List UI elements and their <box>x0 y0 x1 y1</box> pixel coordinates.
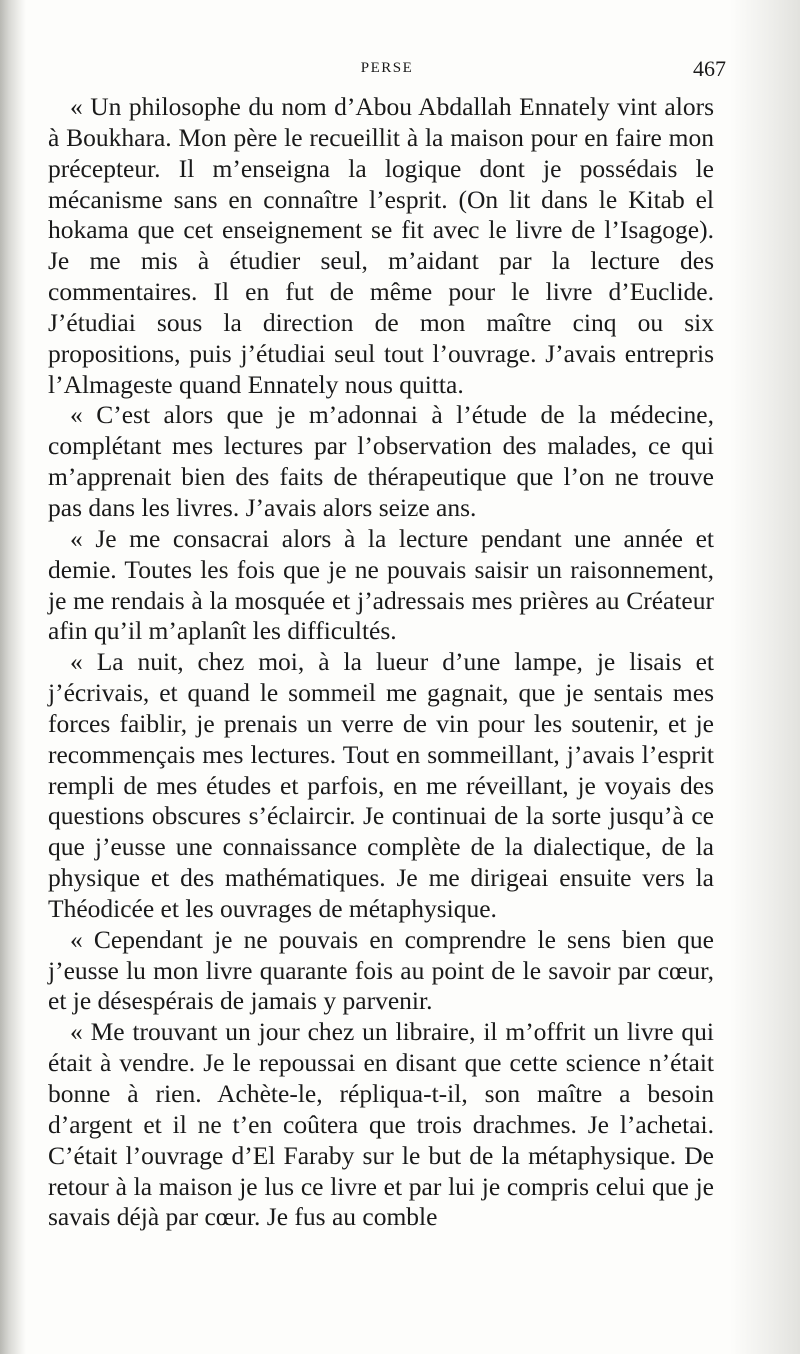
paragraph-text: « Cependant je ne pouvais en comprendre le sens bien que j’eusse lu mon livre quarante fois au point de le savoir par cœur, et je désespérais de jamais y parvenir. <box>48 924 714 1016</box>
paragraph-text: « Un philosophe du nom d’Abou Abdallah Ennately vint alors à Boukhara. Mon père le recueillit à la maison pour en faire mon précepteur. Il m’enseigna la logique dont je possédais le mécanisme sans en connaître l’esprit. (On lit dans le Kitab el hokama que cet enseignement se fit avec le livre de l’Isagoge). Je me mis à étudier seul, m’aidant par la lecture des commentaires. Il en fut de même pour le livre d’Euclide. J’étudiai sous la direction de mon maître cinq ou six propositions, puis j’étudiai seul tout l’ouvrage. J’avais entrepris l’Almageste quand Ennately nous quitta. <box>48 92 714 399</box>
paragraph <box>48 1017 714 1233</box>
page-edge-shadow <box>730 0 800 1354</box>
paragraph-text: « Je me consacrai alors à la lecture pendant une année et demie. Toutes les fois que je ne pouvais saisir un raisonnement, je me rendais à la mosquée et j’adressais mes prières au Créateur afin qu’il m’aplanît les difficultés. <box>48 523 714 646</box>
gutter-shadow <box>0 0 26 1354</box>
paragraph <box>48 925 714 1018</box>
paragraph <box>48 524 714 647</box>
paragraph <box>48 400 714 523</box>
paragraph <box>48 647 714 925</box>
page-number: 467 <box>693 56 726 81</box>
page-header <box>48 58 726 84</box>
paragraph <box>48 92 714 400</box>
body-text <box>48 92 714 1233</box>
running-head: PERSE <box>360 60 414 76</box>
paragraph-text: « Me trouvant un jour chez un libraire, il m’offrit un livre qui était à vendre. Je le repoussai en disant que cette science n’était bonne à rien. Achète-le, répliqua-t-il, son maître a besoin d’argent et il ne t’en coûtera que trois drachmes. Je l’achetai. C’était l’ouvrage d’El Faraby sur le but de la métaphysique. De retour à la maison je lus ce livre et par lui je compris celui que je savais déjà par cœur. Je fus au comble <box>48 1017 714 1232</box>
paragraph-text: « C’est alors que je m’adonnai à l’étude de la médecine, complétant mes lectures par l’observation des malades, ce qui m’apprenait bien des faits de thérapeutique que l’on ne trouve pas dans les livres. J’avais alors seize ans. <box>48 400 714 522</box>
paragraph-text: « La nuit, chez moi, à la lueur d’une lampe, je lisais et j’écrivais, et quand le sommeil me gagnait, que je sentais mes forces faiblir, je prenais un verre de vin pour les soutenir, et je recommençais mes lectures. Tout en sommeillant, j’avais l’esprit rempli de mes études et parfois, en me réveillant, je voyais des questions obscures s’éclaircir. Je continuai de la sorte jusqu’à ce que j’eusse une connaissance complète de la dialectique, de la physique et des mathématiques. Je me dirigeai ensuite vers la Théodicée et les ouvrages de métaphysique. <box>48 647 714 923</box>
